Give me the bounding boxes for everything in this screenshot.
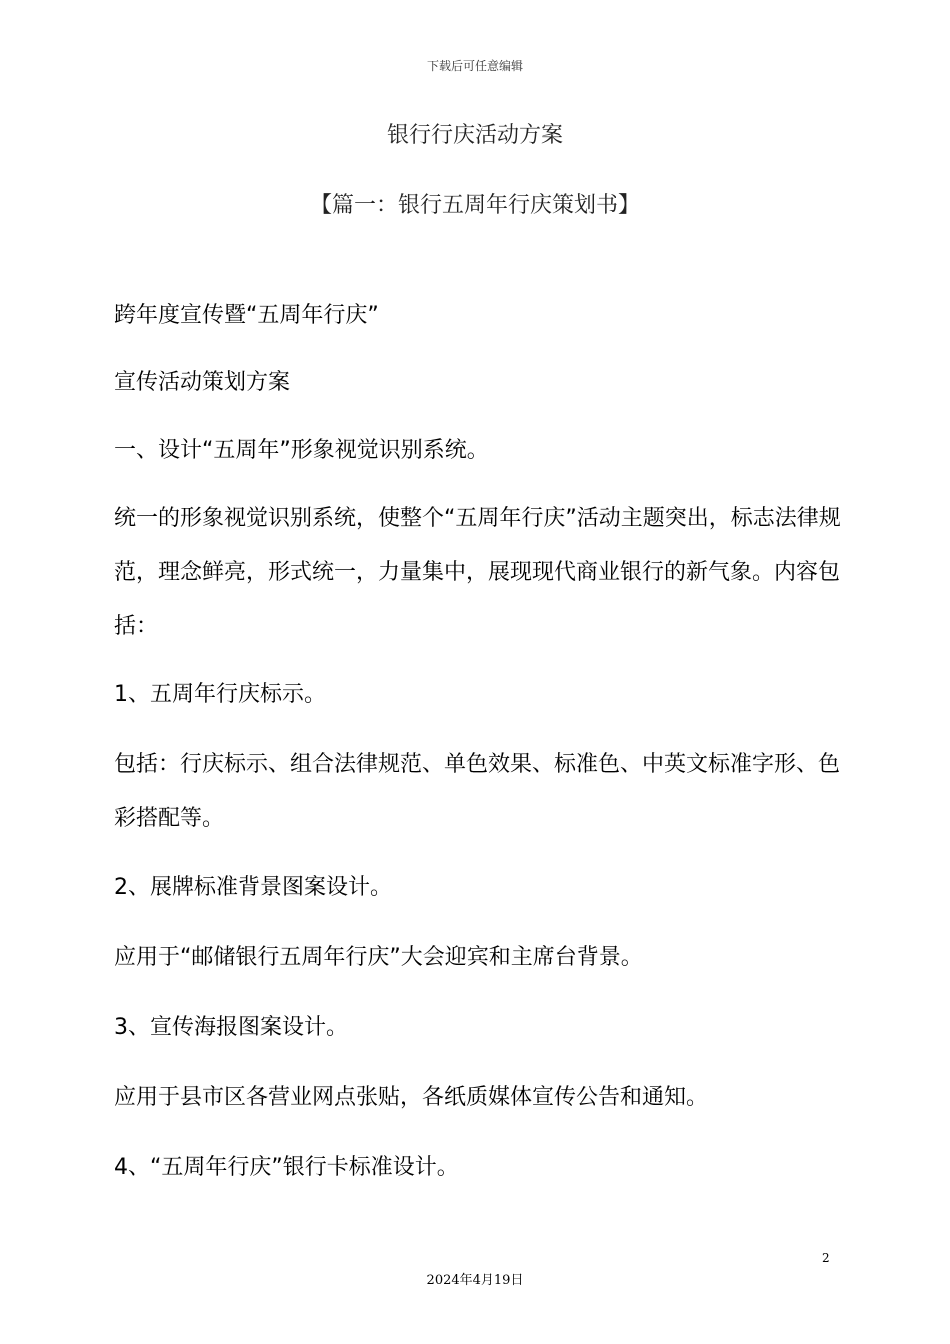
item-heading-1: 1、五周年行庆标示。 [114, 682, 326, 707]
item-heading-3: 3、宣传海报图案设计。 [114, 1015, 348, 1040]
paragraph-heading-2: 宣传活动策划方案 [114, 370, 291, 395]
page-number: 2 [822, 1251, 830, 1265]
item-heading-2: 2、展牌标准背景图案设计。 [114, 875, 392, 900]
item-body-1: 包括：行庆标示、组合法律规范、单色效果、标准色、中英文标准字形、色彩搭配等。 [114, 752, 841, 831]
footer-date: 2024年4月19日 [426, 1273, 524, 1288]
item-body-3: 应用于县市区各营业网点张贴，各纸质媒体宣传公告和通知。 [114, 1085, 709, 1110]
paragraph-intro: 统一的形象视觉识别系统，使整个“五周年行庆”活动主题突出，标志法律规范，理念鲜亮，形式统一，力量集中，展现现代商业银行的新气象。内容包括： [114, 506, 841, 639]
document-title: 银行行庆活动方案 [386, 123, 563, 148]
header-note: 下载后可任意编辑 [426, 59, 523, 73]
section-heading-1: 一、设计“五周年”形象视觉识别系统。 [114, 438, 489, 463]
document-subtitle: 【篇一：银行五周年行庆策划书】 [309, 193, 640, 218]
item-heading-4: 4、“五周年行庆”银行卡标准设计。 [114, 1155, 459, 1180]
item-body-2: 应用于“邮储银行五周年行庆”大会迎宾和主席台背景。 [114, 945, 643, 970]
paragraph-heading-1: 跨年度宣传暨“五周年行庆” [114, 303, 379, 328]
